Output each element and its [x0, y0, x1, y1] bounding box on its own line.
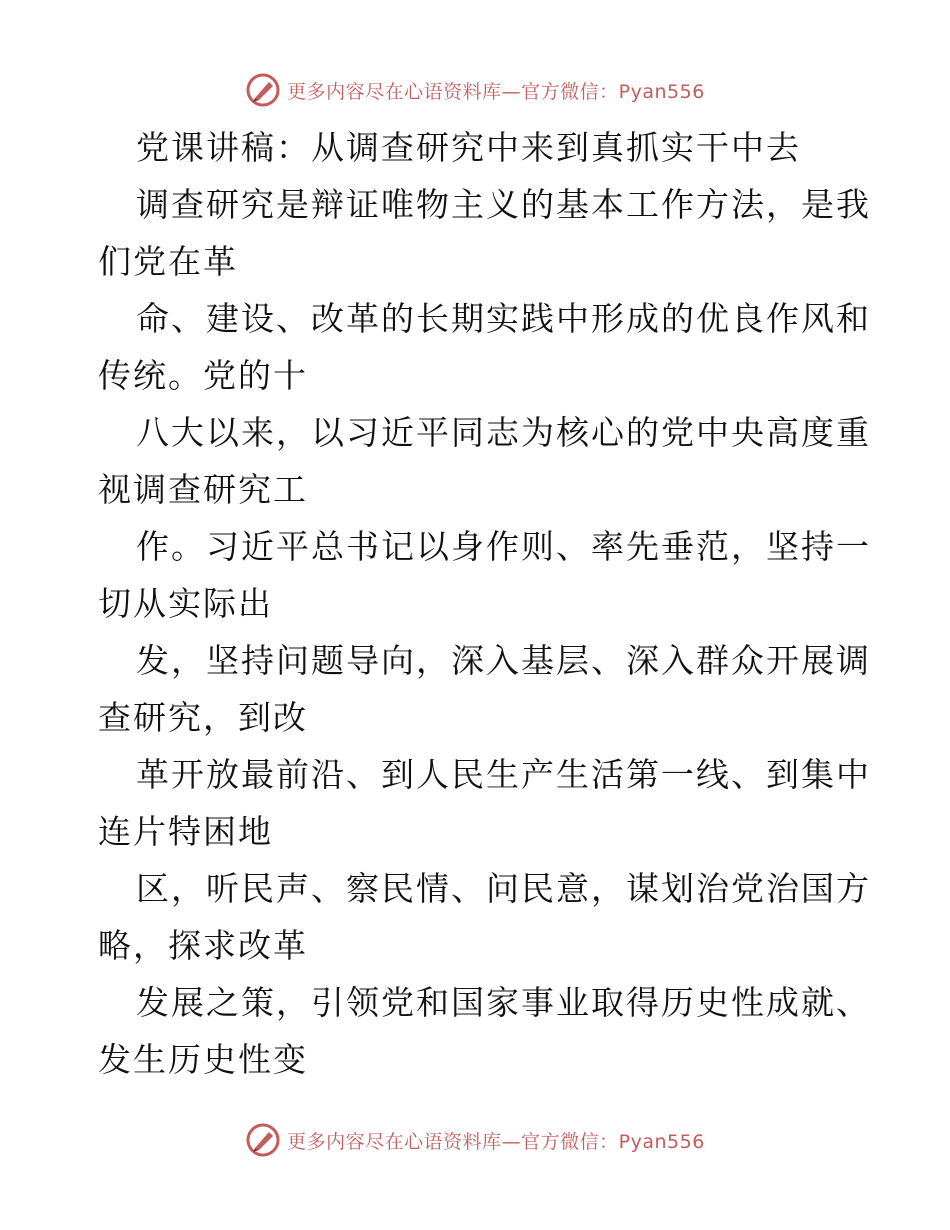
pen-circle-logo-icon	[245, 72, 281, 108]
watermark-text: 更多内容尽在心语资料库—官方微信：Pyan556	[287, 80, 705, 103]
text-line: 们党在革	[98, 242, 238, 281]
watermark-text: 更多内容尽在心语资料库—官方微信：Pyan556	[287, 1130, 705, 1153]
text-line: 略，探求改革	[98, 926, 308, 965]
text-line: 传统。党的十	[98, 356, 308, 395]
text-line: 切从实际出	[98, 584, 273, 623]
text-line: 发生历史性变	[98, 1040, 308, 1079]
top-watermark-banner	[0, 70, 950, 110]
text-line: 发展之策，引领党和国家事业取得历史性成就、	[136, 983, 871, 1022]
document-title: 党课讲稿：从调查研究中来到真抓实干中去	[136, 128, 801, 167]
bottom-watermark-banner	[0, 1120, 950, 1160]
text-line: 连片特困地	[98, 812, 273, 851]
text-line: 八大以来，以习近平同志为核心的党中央高度重	[136, 413, 871, 452]
text-line: 视调查研究工	[98, 470, 308, 509]
text-line: 命、建设、改革的长期实践中形成的优良作风和	[136, 299, 871, 338]
text-line: 查研究，到改	[98, 698, 308, 737]
text-line: 发，坚持问题导向，深入基层、深入群众开展调	[136, 641, 871, 680]
text-line: 作。习近平总书记以身作则、率先垂范，坚持一	[136, 527, 871, 566]
text-line: 区，听民声、察民情、问民意，谋划治党治国方	[136, 869, 871, 908]
pen-circle-logo-icon	[245, 1122, 281, 1158]
text-line: 革开放最前沿、到人民生产生活第一线、到集中	[136, 755, 871, 794]
text-line: 调查研究是辩证唯物主义的基本工作方法，是我	[136, 185, 871, 224]
